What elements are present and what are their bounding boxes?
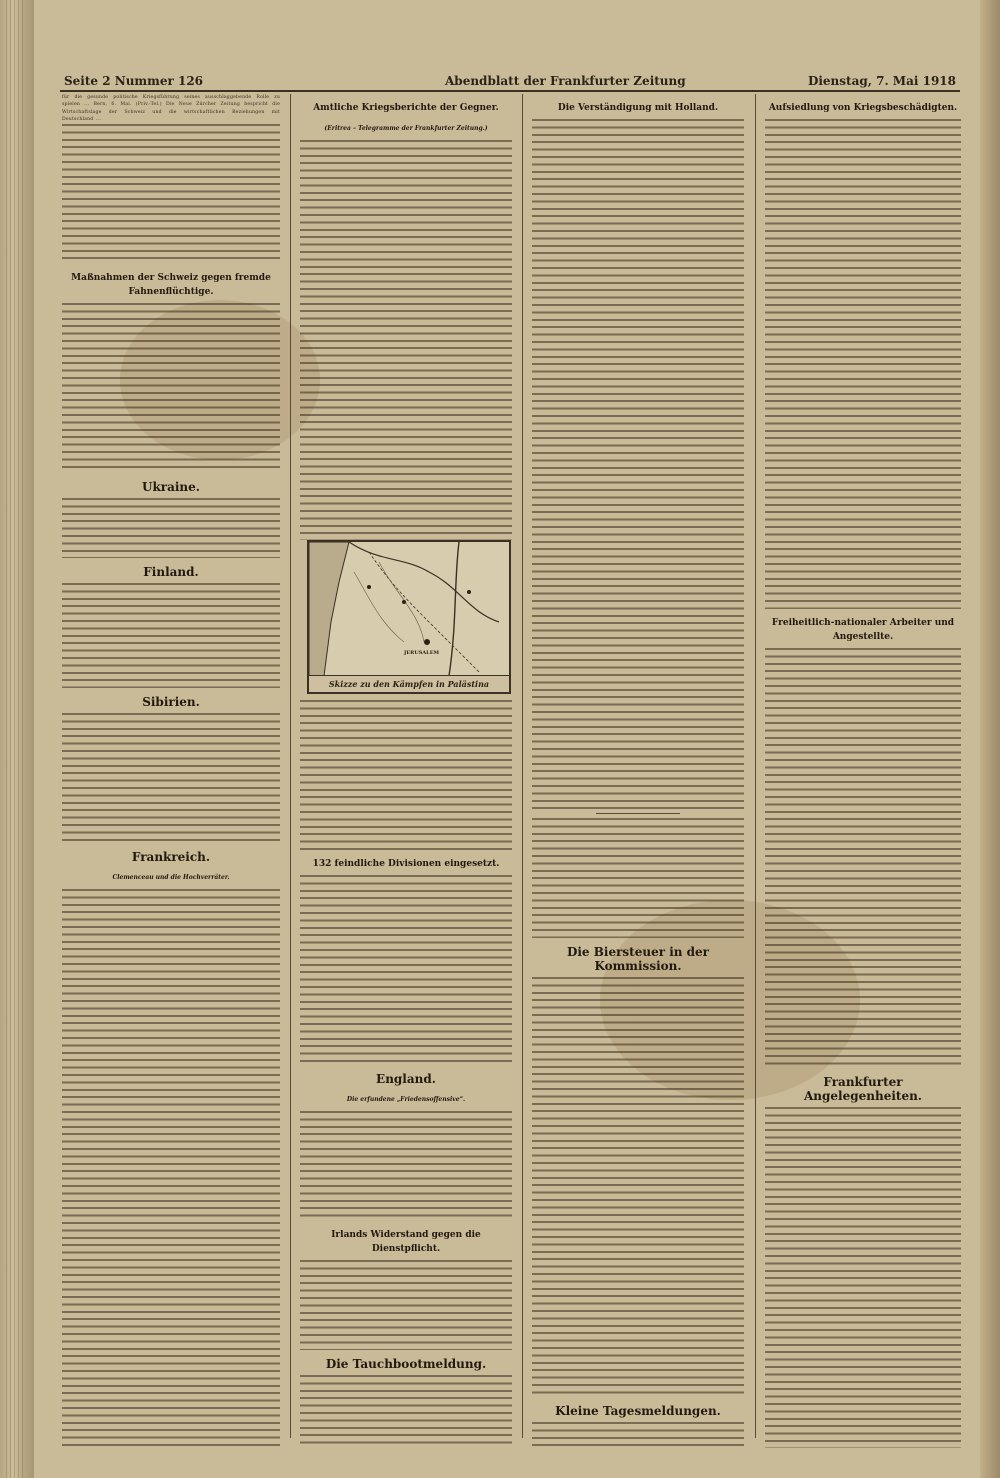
section-heading: Frankfurter Angelegenheiten.: [803, 1075, 922, 1103]
article-body: [300, 1111, 512, 1221]
article-subheading: (Eritrea – Telegramme der Frankfurter Zeitung.): [324, 125, 488, 132]
page-stack-edges: [6, 0, 26, 1478]
article-body: [532, 818, 744, 938]
column-1: [62, 94, 280, 1448]
section-heading: England.: [376, 1072, 436, 1086]
binding-gutter: [0, 0, 34, 1478]
column-rule: [755, 94, 756, 1438]
page-number-label: Seite 2 Nummer 126: [64, 74, 204, 88]
article-body: [765, 119, 961, 609]
map-city-label: JERUSALEM: [404, 650, 440, 656]
article-body: [532, 119, 744, 809]
article-body: [62, 498, 280, 558]
article-separator: [596, 813, 681, 814]
article-text: für die gesunde politische Kriegsführung seines ausschlaggebende Rolle zu spielen ... Bern, 6. Mai. (Priv.-Tel.) Die Neue Zürcher Zeitung bespricht die Wirtschaftslage der Schweiz und die wirtschaftlichen Beziehungen mit Deutschland ...: [62, 95, 280, 123]
column-rule: [290, 94, 291, 1438]
article-heading: Aufsiedlung von Kriegsbeschädigten.: [768, 103, 958, 113]
article-body: [62, 713, 280, 843]
article-heading: Freiheitlich-nationaler Arbeiter und Angestellte.: [771, 618, 955, 642]
column-rule: [522, 94, 523, 1438]
article-body: [62, 124, 280, 264]
masthead: [60, 74, 960, 88]
article-body: [62, 303, 280, 473]
section-heading: Die Biersteuer in der Kommission.: [566, 945, 710, 973]
article-body: [532, 977, 744, 1397]
newspaper-title: Abendblatt der Frankfurter Zeitung: [445, 74, 686, 88]
article-body: [765, 1107, 961, 1448]
article-body: [300, 1260, 512, 1350]
article-heading: 132 feindliche Divisionen eingesetzt.: [312, 859, 500, 869]
section-heading: Ukraine.: [142, 479, 200, 494]
article-body: [532, 1422, 744, 1448]
article-heading: Irlands Widerstand gegen die Dienstpflicht.: [331, 1230, 481, 1254]
article-body: [300, 1375, 512, 1448]
article-body: [300, 140, 512, 540]
palestine-map: [307, 540, 511, 694]
section-heading: Frankreich.: [131, 849, 211, 864]
article-heading: Die Verständigung mit Holland.: [557, 103, 719, 113]
article-body: [62, 889, 280, 1448]
section-heading: Sibirien.: [142, 694, 200, 709]
issue-date: Dienstag, 7. Mai 1918: [807, 74, 956, 88]
page-right-edge: [980, 0, 1000, 1478]
article-body: [765, 648, 961, 1068]
column-3: [532, 94, 744, 1448]
article-body: [62, 583, 280, 688]
map-caption: Skizze zu den Kämpfen in Palästina: [309, 675, 509, 692]
article-body: [300, 700, 512, 850]
section-heading: Finland.: [143, 564, 199, 579]
article-body: [300, 875, 512, 1065]
section-heading: Die Tauchbootmeldung.: [325, 1357, 487, 1371]
section-subheading: Clemenceau und die Hochverräter.: [112, 873, 230, 881]
masthead-rule: [60, 90, 960, 92]
section-heading: Kleine Tagesmeldungen.: [555, 1404, 721, 1418]
section-subheading: Die erfundene „Friedensoffensive“.: [346, 1096, 466, 1103]
column-2: [300, 94, 512, 1448]
article-heading: Amtliche Kriegsberichte der Gegner.: [313, 103, 499, 113]
article-heading: Maßnahmen der Schweiz gegen fremde Fahnenflüchtige.: [71, 272, 271, 297]
column-4: [765, 94, 961, 1448]
